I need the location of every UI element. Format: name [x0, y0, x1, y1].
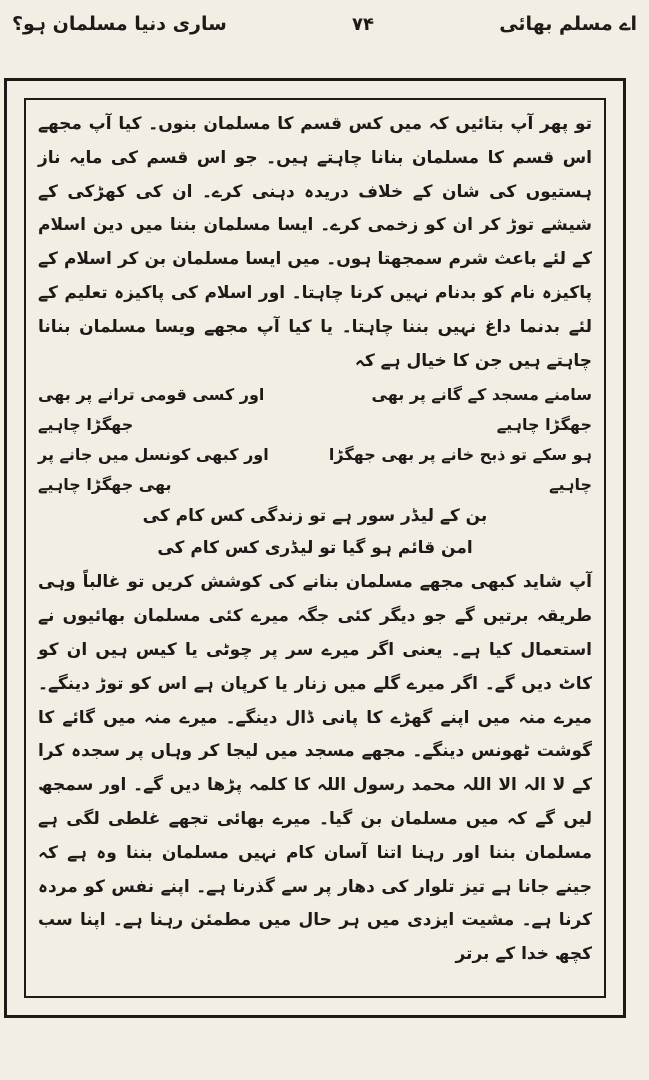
verse-1a: سامنے مسجد کے گانے پر بھی جھگڑا چاہیے: [371, 385, 592, 435]
paragraph-2: آپ شاید کبھی مجھے مسلمان بنانے کی کوشش کریں تو غالباً وہی طریقہ برتیں گے جو دیگر کئی جگہ میرے کئی مسلمان بھائیوں نے استعمال کیا ہے۔ یعنی اگر میرے سر پر چوٹی یا کیس ہیں ان کو کاٹ دیں گے۔ اگر میرے گلے میں زنار یا کرپان ہے اس کو توڑ دینگے۔ میرے منہ میں اپنے گھڑے کا پانی ڈال دینگے۔ میرے منہ میں گائے کا گوشت ٹھونس دینگے۔ مجھے مسجد میں لیجا کر وہاں پر سجدہ کرا کے لا الہ الا اللہ محمد رسول اللہ کا کلمہ پڑھا دیں گے۔ اور سمجھ لیں گے کہ میں مسلمان بن گیا۔ میرے بھائی تجھے غلطی لگی ہے مسلمان بننا اور رہنا اتنا آسان کام نہیں مسلمان بننا وہ ہے کہ جینے جانا ہے تیز تلوار کی دھار پر سے گذرنا ہے۔ اپنے نفس کو مردہ کرنا ہے۔ مشیت ایزدی میں ہر حال میں مطمئن رہنا ہے۔ اپنا سب کچھ خدا کے برتر: [38, 572, 592, 965]
couplet-2: [38, 440, 592, 500]
poem-block: [38, 380, 592, 564]
verse-1b: اور کسی قومی ترانے پر بھی جھگڑا چاہیے: [38, 385, 265, 435]
page-header: [12, 4, 637, 44]
couplet-1: [38, 380, 592, 440]
paragraph-1: تو پھر آپ بتائیں کہ میں کس قسم کا مسلمان بنوں۔ کیا آپ مجھے اس قسم کا مسلمان بنانا چاہتے ہیں۔ جو اس قسم کی مایہ ناز ہستیوں کی شان کے خلاف دریدہ دہنی کرے۔ ان کی کھڑکی کے شیشے توڑ کر ان کو زخمی کرے۔ ایسا مسلمان بننا میں دین اسلام کے لئے باعث شرم سمجھتا ہوں۔ میں ایسا مسلمان بن کر اسلام کے پاکیزہ نام کو بدنام نہیں کرنا چاہتا۔ اور اسلام کی پاکیزہ تعلیم کے لئے بدنما داغ نہیں بننا چاہتا۔ یا کیا آپ مجھے ویسا مسلمان بنانا چاہتے ہیں جن کا خیال ہے کہ: [38, 114, 592, 371]
page-number: ۷۴: [352, 13, 374, 35]
verse-2b: اور کبھی کونسل میں جانے پر بھی جھگڑا چاہیے: [38, 445, 269, 495]
verse-2a: ہو سکے تو ذبح خانے پر بھی جھگڑا چاہیے: [328, 445, 592, 495]
verse-3: بن کے لیڈر سور ہے تو زندگی کس کام کی: [142, 506, 488, 527]
text-frame: [24, 98, 606, 998]
running-title-right: اے مسلم بھائی: [499, 13, 637, 35]
verse-4: امن قائم ہو گیا تو لیڈری کس کام کی: [157, 538, 473, 559]
running-title-left: ساری دنیا مسلمان ہو؟: [12, 13, 227, 35]
